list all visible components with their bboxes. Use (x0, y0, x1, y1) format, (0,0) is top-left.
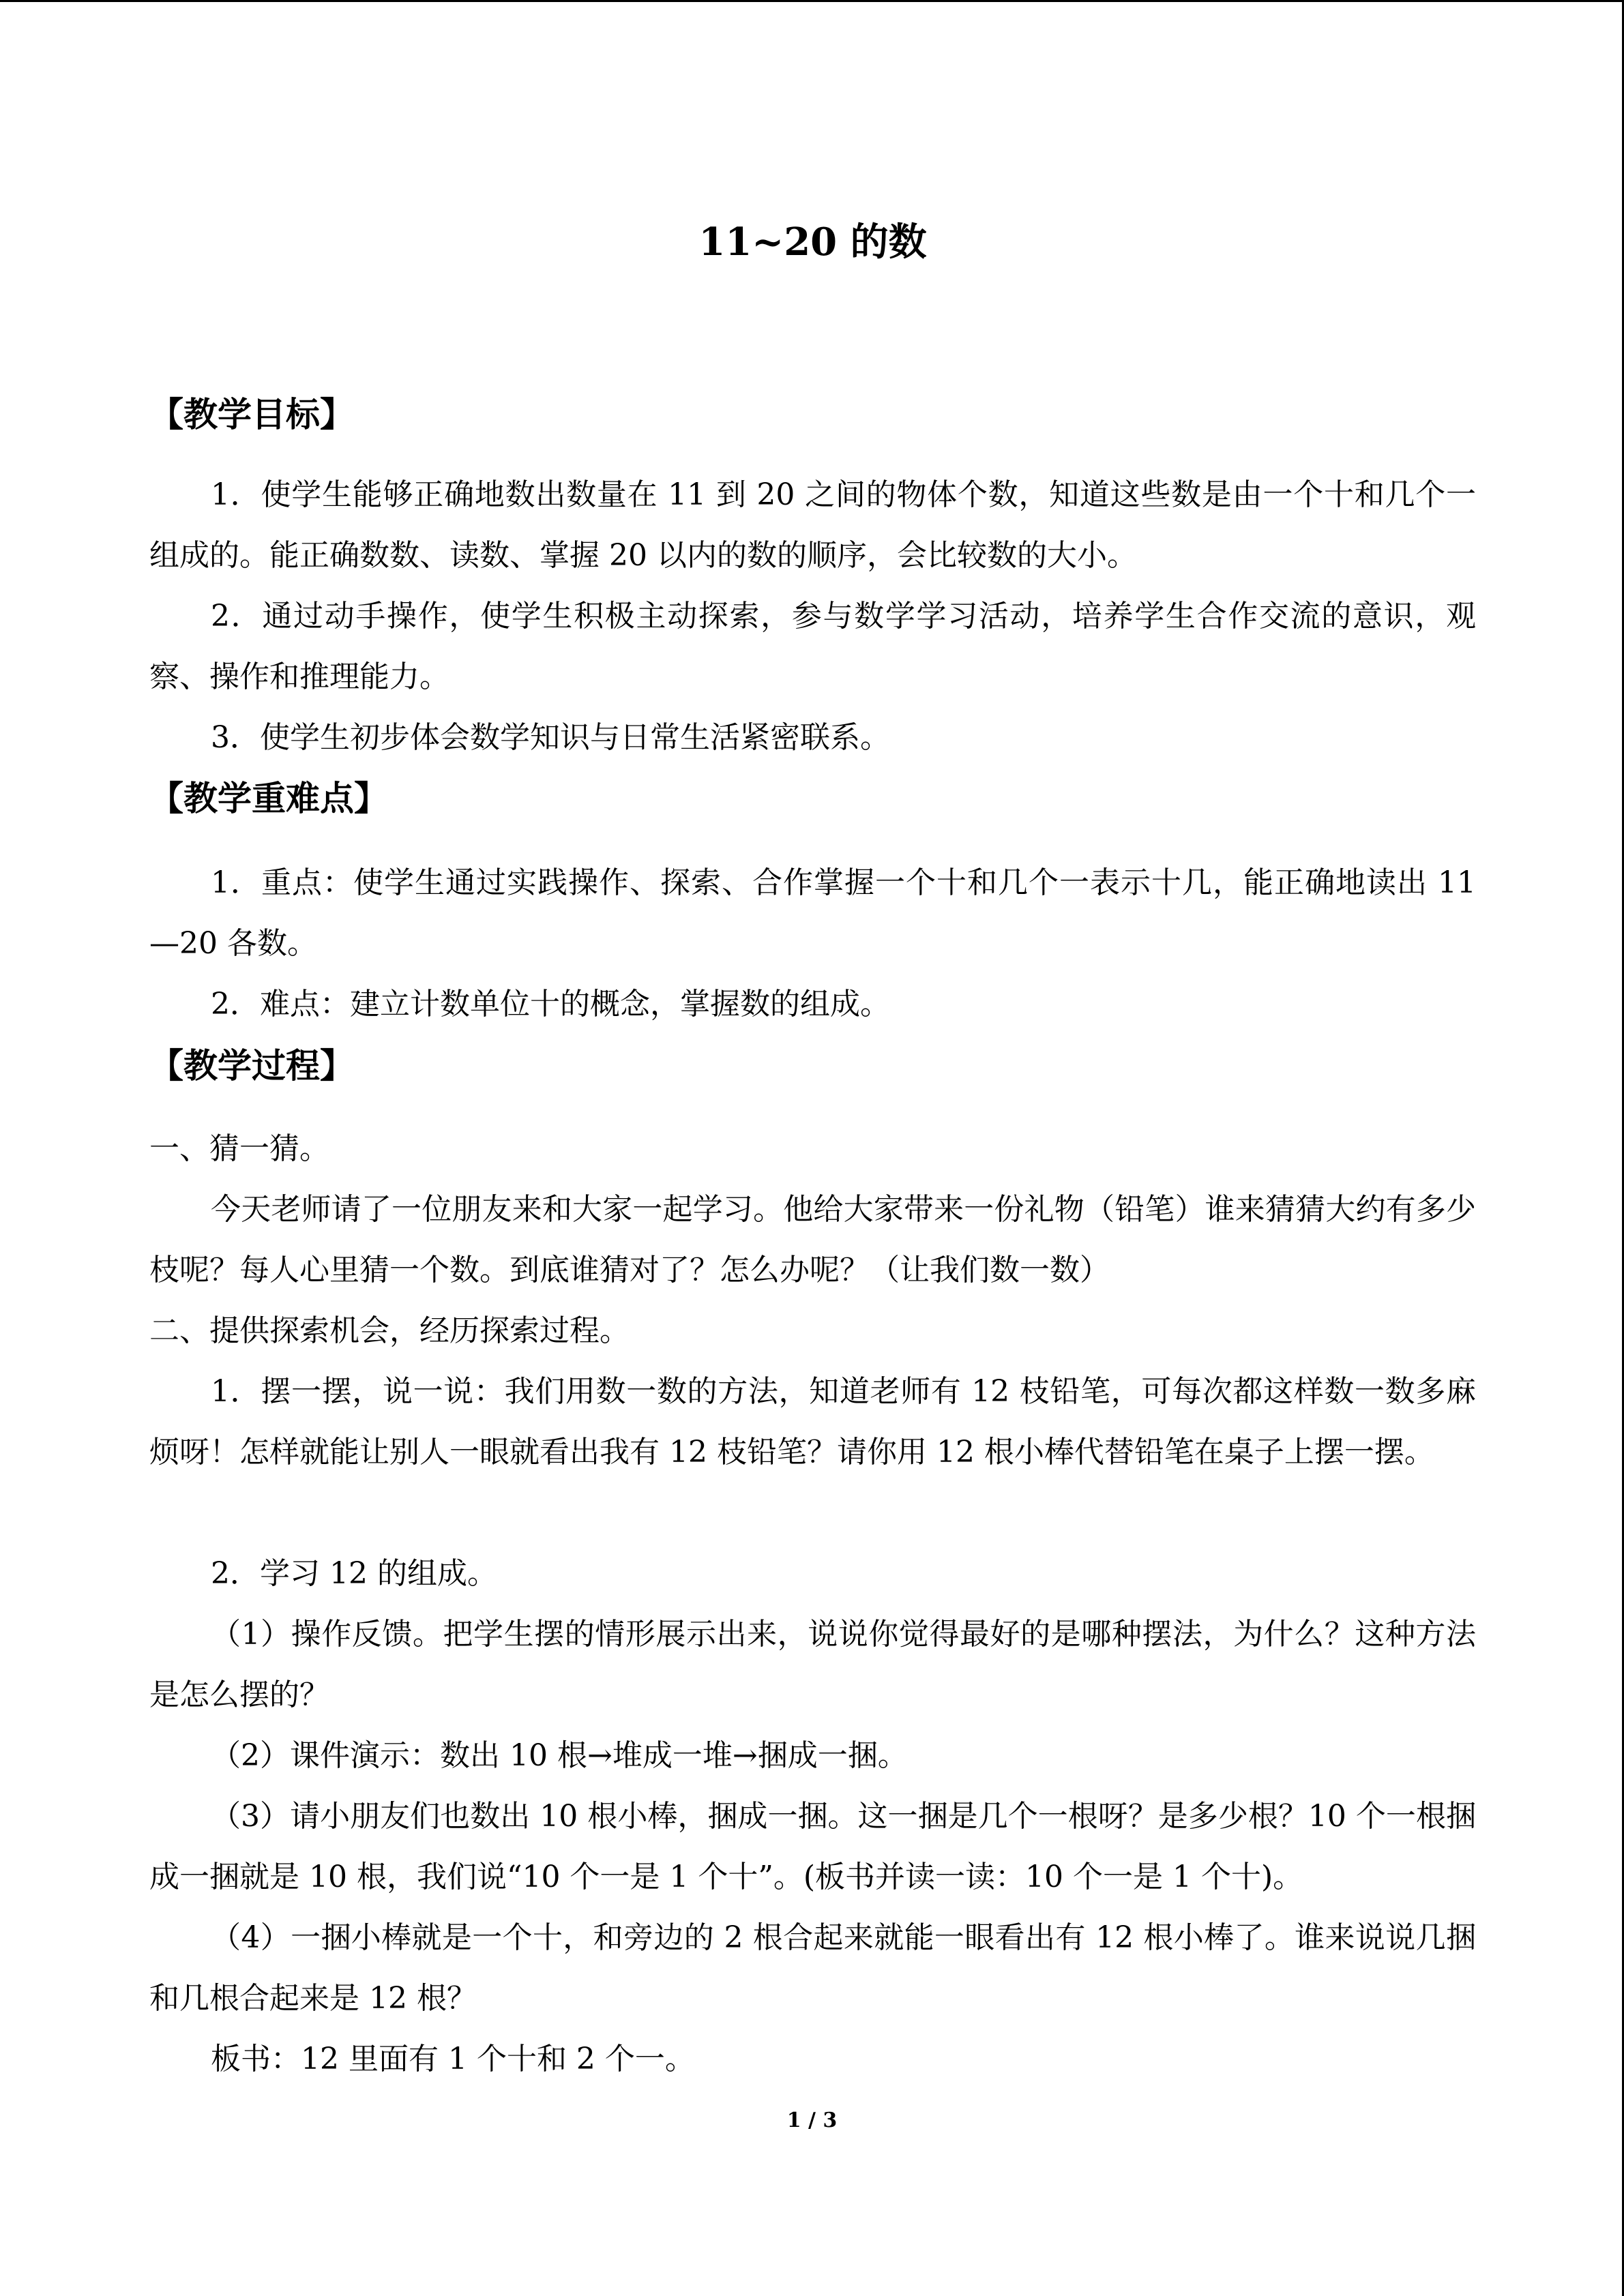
key-point-item-1: 1．重点：使学生通过实践操作、探索、合作掌握一个十和几个一表示十几，能正确地读出 11—20 各数。 (149, 865, 1476, 961)
process-step-2: 2．学习 12 的组成。 (211, 1556, 497, 1591)
objective-item-3: 3．使学生初步体会数学知识与日常生活紧密联系。 (211, 720, 890, 755)
heading-objectives: 【教学目标】 (149, 394, 354, 434)
process-sub-2: （2）课件演示：数出 10 根→堆成一堆→捆成一捆。 (211, 1738, 908, 1773)
process-part1-title: 一、猜一猜。 (149, 1131, 329, 1166)
heading-key-points: 【教学重难点】 (149, 778, 388, 818)
objective-item-2: 2．通过动手操作，使学生积极主动探索，参与数学学习活动，培养学生合作交流的意识，观察、操作和推理能力。 (149, 599, 1476, 694)
process-part2-title: 二、提供探索机会，经历探索过程。 (149, 1313, 630, 1348)
heading-process: 【教学过程】 (149, 1045, 354, 1086)
process-sub-3: （3）请小朋友们也数出 10 根小棒，捆成一捆。这一捆是几个一根呀？是多少根？10 个一根捆成一捆就是 10 根，我们说“10 个一是 1 个十”。(板书并读一读：10 个一是 1 个十)。 (149, 1799, 1476, 1894)
process-sub-1: （1）操作反馈。把学生摆的情形展示出来，说说你觉得最好的是哪种摆法，为什么？这种方法是怎么摆的？ (149, 1617, 1476, 1712)
page-number: 1 / 3 (786, 2108, 838, 2132)
process-board-note: 板书：12 里面有 1 个十和 2 个一。 (211, 2042, 695, 2076)
document-title: 11~20 的数 (698, 220, 927, 265)
process-part1-text: 今天老师请了一位朋友来和大家一起学习。他给大家带来一份礼物（铅笔）谁来猜猜大约有多少枝呢？每人心里猜一个数。到底谁猜对了？怎么办呢？（让我们数一数） (149, 1192, 1476, 1287)
process-step-1: 1．摆一摆，说一说：我们用数一数的方法，知道老师有 12 枝铅笔，可每次都这样数一数多麻烦呀！怎样就能让别人一眼就看出我有 12 枝铅笔？请你用 12 根小棒代替铅笔在桌子上摆一摆。 (149, 1374, 1476, 1470)
process-sub-4: （4）一捆小棒就是一个十，和旁边的 2 根合起来就能一眼看出有 12 根小棒了。谁来说说几捆和几根合起来是 12 根？ (149, 1920, 1476, 2016)
objective-item-1: 1．使学生能够正确地数出数量在 11 到 20 之间的物体个数，知道这些数是由一个十和几个一组成的。能正确数数、读数、掌握 20 以内的数的顺序，会比较数的大小。 (149, 477, 1476, 573)
key-point-item-2: 2．难点：建立计数单位十的概念，掌握数的组成。 (211, 987, 890, 1022)
